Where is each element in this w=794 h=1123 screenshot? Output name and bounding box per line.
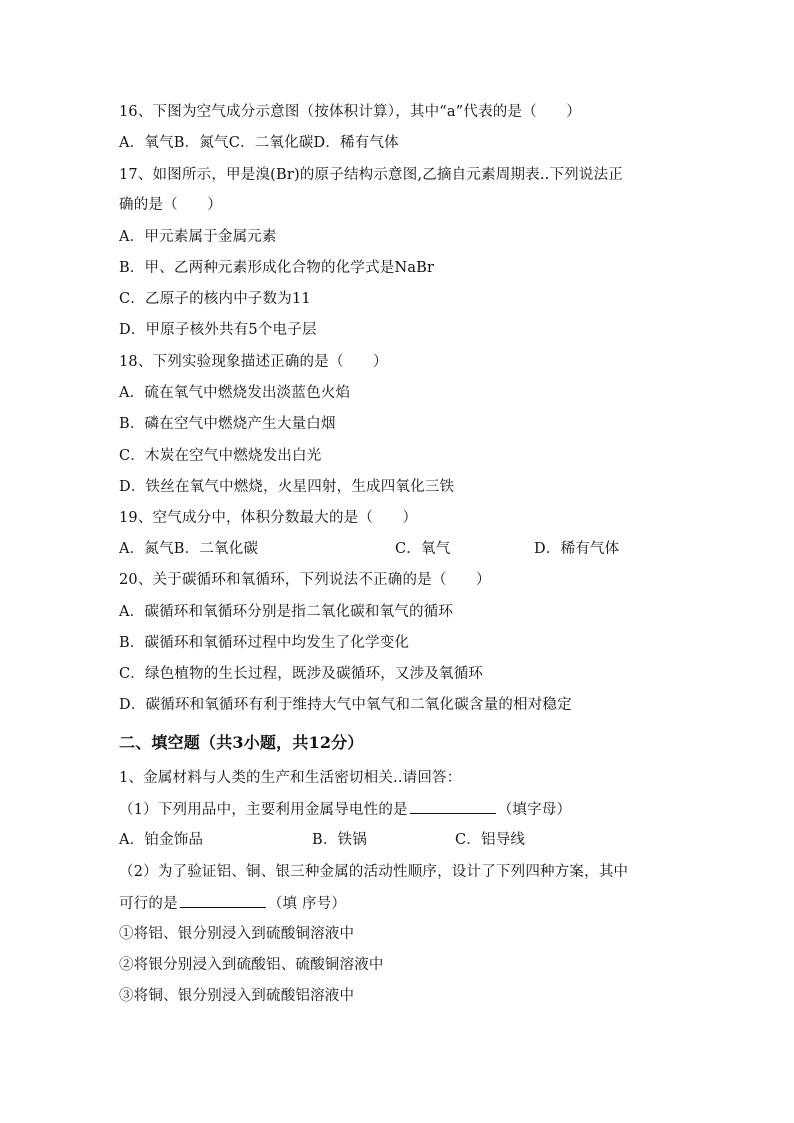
q17-option-c: C．乙原子的核内中子数为11 xyxy=(119,291,311,307)
section2-title: 二、填空题（共3小题，共12分） xyxy=(119,733,364,752)
q18-stem: 18、下列实验现象描述正确的是（ ） xyxy=(119,354,388,370)
q17-option-d: D．甲原子核外共有5个电子层 xyxy=(119,322,317,338)
q17-stem-line1: 17、如图所示，甲是溴(Br)的原子结构示意图,乙摘自元素周期表..下列说法正 xyxy=(119,167,623,183)
s2-q1-part1-after: （填字母） xyxy=(497,802,572,818)
s2-q1-part2-before: 可行的是 xyxy=(119,896,178,912)
q17-option-a: A．甲元素属于金属元素 xyxy=(119,229,277,245)
q20-option-b: B．碳循环和氧循环过程中均发生了化学变化 xyxy=(119,635,410,651)
q19-option-d: D．稀有气体 xyxy=(534,541,620,557)
q19-stem: 19、空气成分中，体积分数最大的是（ ） xyxy=(119,510,418,526)
s2-q1-part2-line1: （2）为了验证铝、铜、银三种金属的活动性顺序，设计了下列四种方案，其中 xyxy=(119,864,629,880)
q17-stem-line2: 确的是（ ） xyxy=(119,197,222,213)
q18-option-a: A．硫在氧气中燃烧发出淡蓝色火焰 xyxy=(119,385,351,401)
q20-option-c: C．绿色植物的生长过程，既涉及碳循环，又涉及氧循环 xyxy=(119,666,484,682)
q17-option-b: B．甲、乙两种元素形成化合物的化学式是NaBr xyxy=(119,260,435,276)
q18-option-b: B．磷在空气中燃烧产生大量白烟 xyxy=(119,416,336,432)
s2-q1-plan3: ③将铜、银分别浸入到硫酸铝溶液中 xyxy=(119,988,355,1004)
s2-q1-part1-b: B．铁锅 xyxy=(312,832,367,848)
q18-option-d: D．铁丝在氧气中燃烧，火星四射，生成四氧化三铁 xyxy=(119,479,455,495)
q16-options: A．氧气B．氮气C．二氧化碳D．稀有气体 xyxy=(119,135,399,151)
s2-q1-part1-before: （1）下列用品中，主要利用金属导电性的是 xyxy=(119,802,408,818)
s2-q1-plan2: ②将银分别浸入到硫酸铝、硫酸铜溶液中 xyxy=(119,957,384,973)
s2-q1-plan1: ①将铝、银分别浸入到硫酸铜溶液中 xyxy=(119,926,355,942)
q20-option-d: D．碳循环和氧循环有利于维持大气中氧气和二氧化碳含量的相对稳定 xyxy=(119,697,572,713)
s2-q1-part2-after: （填 序号） xyxy=(267,896,347,912)
q19-option-ab: A．氮气B．二氧化碳 xyxy=(119,541,259,557)
q20-stem: 20、关于碳循环和氧循环，下列说法不正确的是（ ） xyxy=(119,572,491,588)
s2-q1-part1-a: A．铂金饰品 xyxy=(119,832,204,848)
answer-blank-2 xyxy=(180,893,266,908)
s2-q1-part1 xyxy=(119,799,571,820)
q20-option-a: A．碳循环和氧循环分别是指二氧化碳和氧气的循环 xyxy=(119,604,454,620)
q19-option-c: C．氧气 xyxy=(395,541,451,557)
s2-q1-part2-line2 xyxy=(119,893,346,914)
answer-blank-1 xyxy=(410,799,496,814)
q16-stem: 16、下图为空气成分示意图（按体积计算），其中“a”代表的是（ ） xyxy=(119,104,581,120)
s2-q1-part1-c: C．铝导线 xyxy=(455,832,526,848)
q18-option-c: C．木炭在空气中燃烧发出白光 xyxy=(119,448,322,464)
s2-q1-stem: 1、金属材料与人类的生产和生活密切相关..请回答： xyxy=(119,770,462,786)
